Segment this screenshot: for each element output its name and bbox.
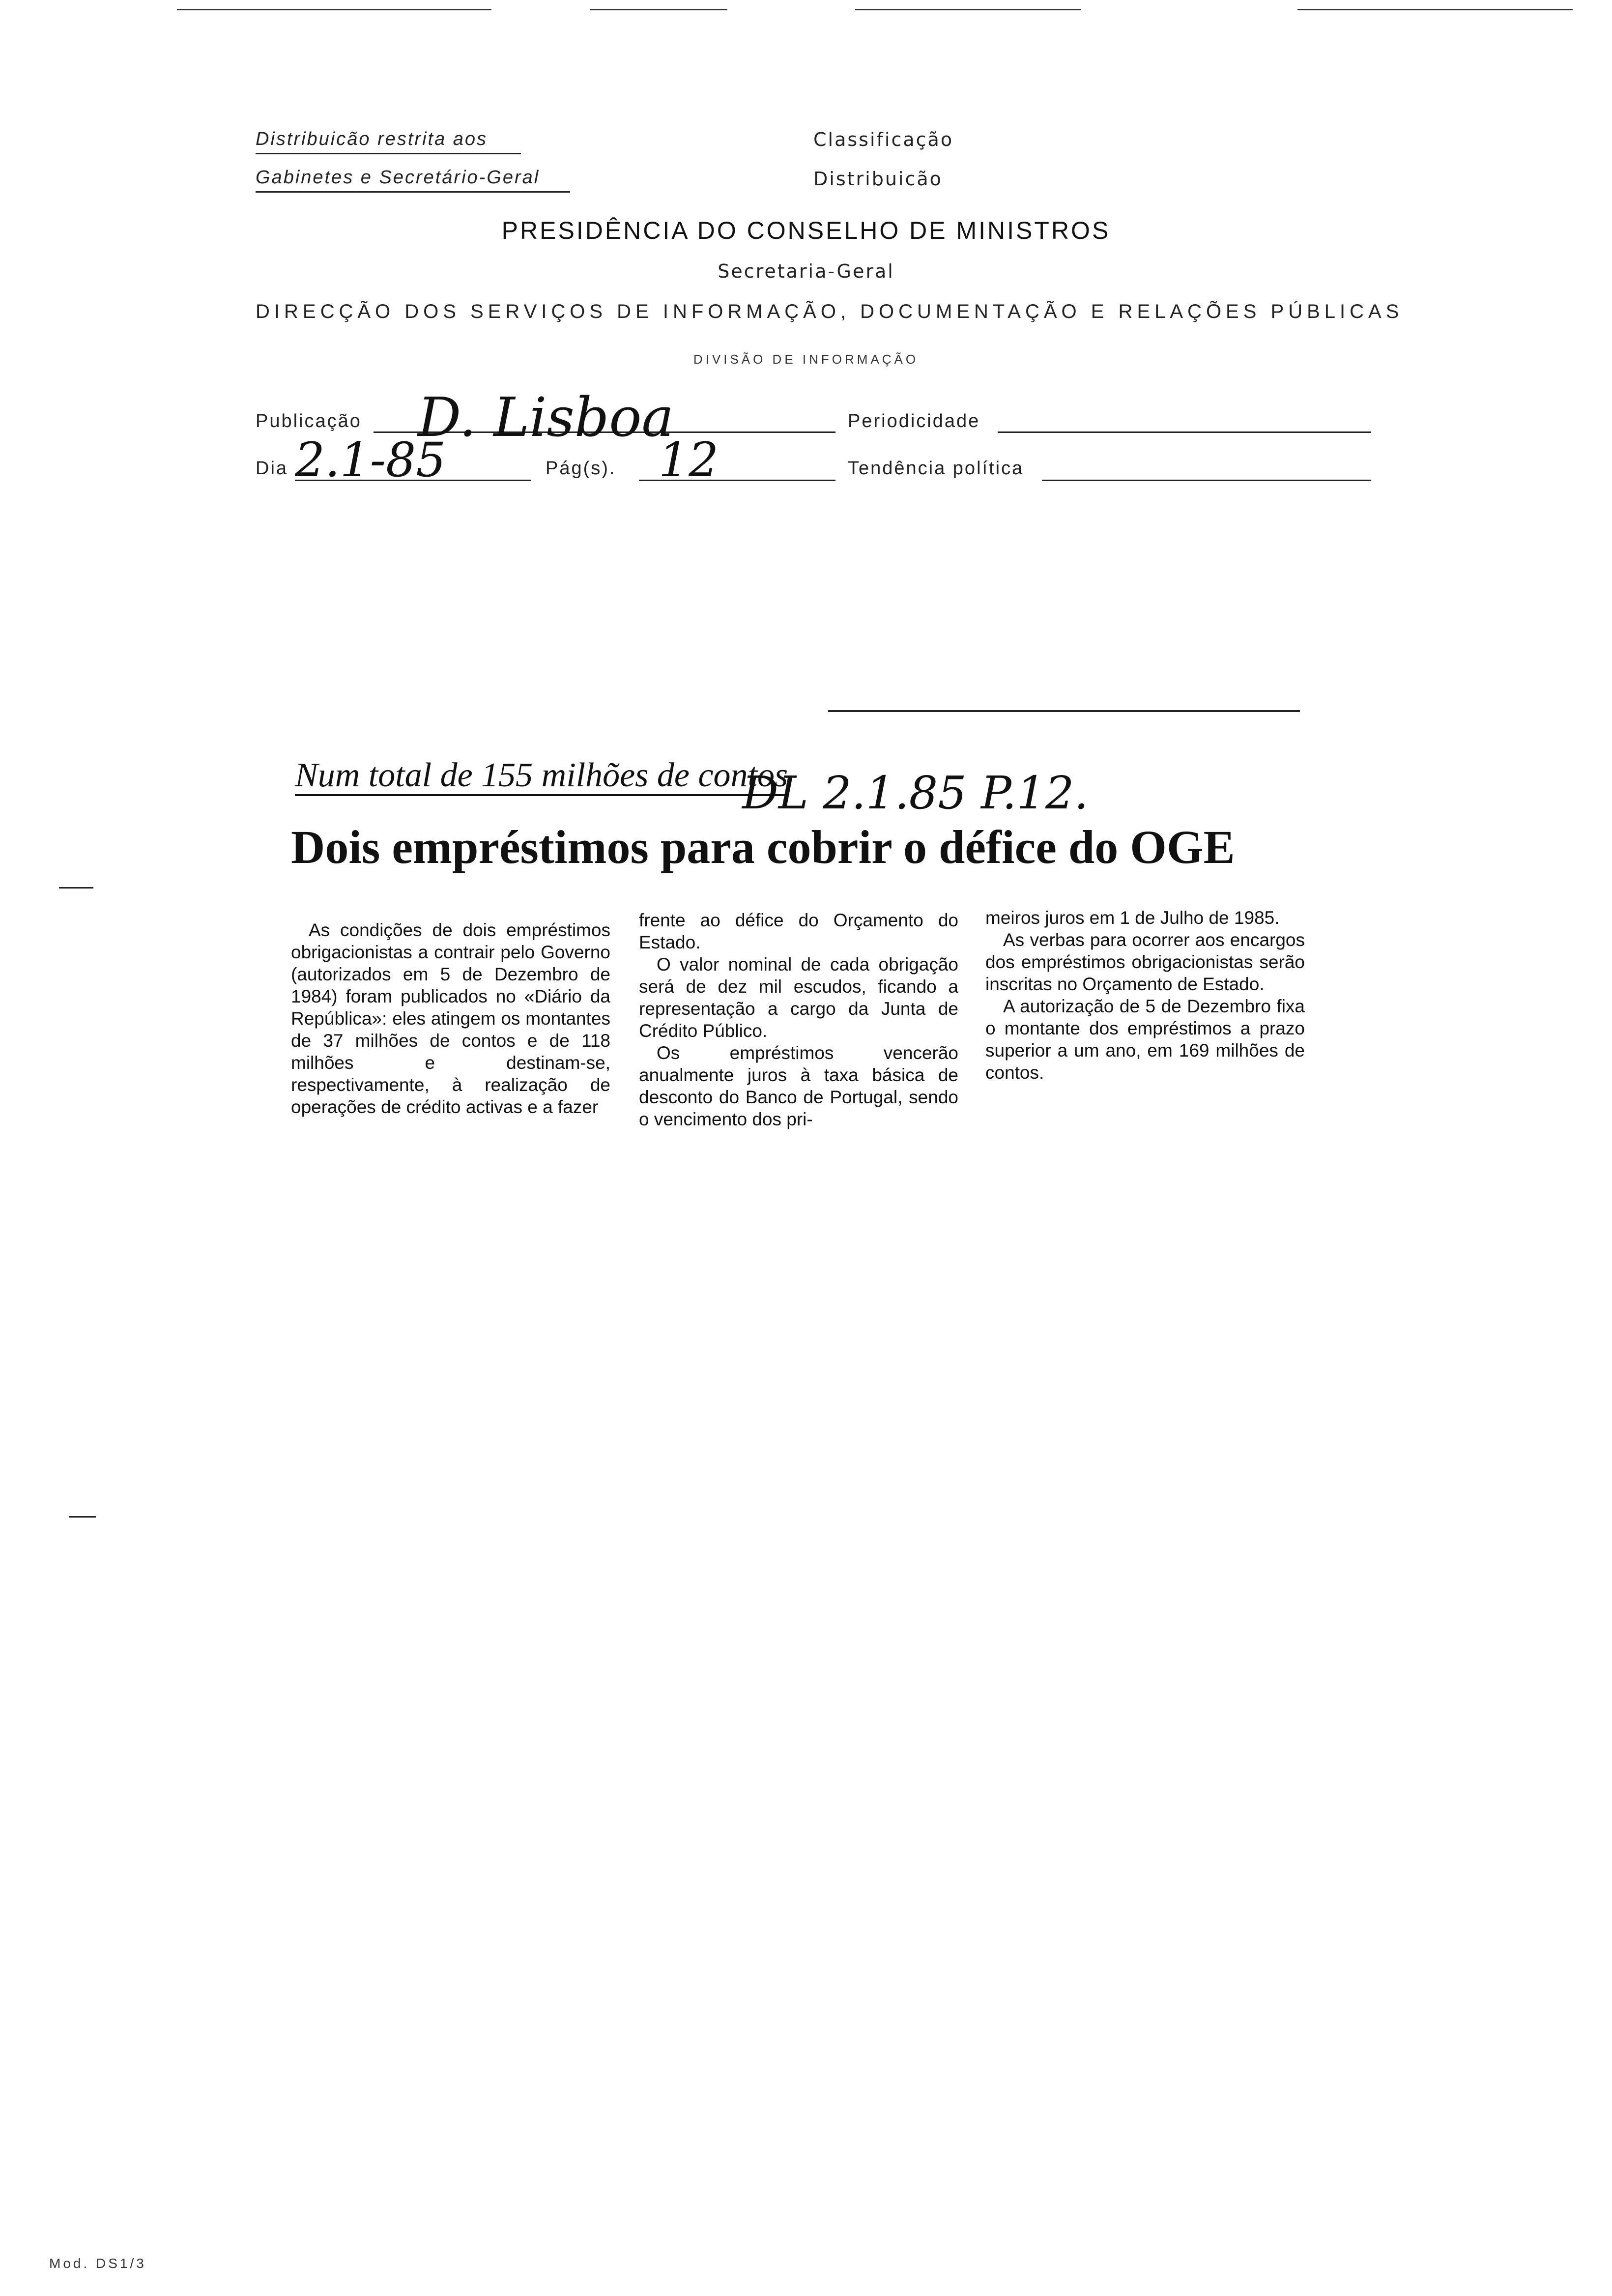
article-column-2 — [639, 909, 958, 1130]
directorate-title: DIRECÇÃO DOS SERVIÇOS DE INFORMAÇÃO, DOCUMENTAÇÃO E RELAÇÕES PÚBLICAS — [256, 301, 1404, 322]
distribution-restriction-line2: Gabinetes e Secretário-Geral — [256, 167, 570, 193]
publication-label: Publicação — [256, 411, 362, 431]
division-title: DIVISÃO DE INFORMAÇÃO — [693, 352, 919, 367]
clipping-top-rule — [828, 710, 1300, 712]
scan-line — [590, 9, 727, 10]
article-kicker — [295, 756, 788, 795]
day-value: 2.1-85 — [295, 432, 446, 488]
margin-mark — [69, 1516, 96, 1518]
periodicity-label: Periodicidade — [848, 411, 980, 431]
day-label: Dia — [256, 458, 288, 479]
pages-label: Pág(s). — [546, 458, 616, 479]
article-paragraph: O valor nominal de cada obrigação será de dez mil escudos, ficando a representação a cargo da Junta de Crédito Público. — [639, 954, 958, 1041]
handwritten-reference: DL 2.1.85 P.12. — [742, 767, 1089, 819]
pages-value: 12 — [659, 432, 719, 488]
political-tendency-line — [1042, 480, 1371, 481]
article-paragraph: As condições de dois empréstimos obrigacionistas a contrair pelo Governo (autorizados em 5 de Dezembro de 1984) foram publicados no «Diário da República»: eles atingem os montantes de 37 milhões de contos e de 118 milhões e destinam-se, respectivamente, à realização de operações de crédito activas e a fazer — [291, 920, 610, 1117]
ministry-title: PRESIDÊNCIA DO CONSELHO DE MINISTROS — [501, 217, 1111, 244]
distribution-restriction-line1: Distribuicão restrita aos — [256, 129, 521, 154]
article-kicker-text: Num total de 155 milhões de contos — [295, 756, 788, 796]
periodicity-line — [998, 431, 1371, 433]
scan-line — [1297, 9, 1573, 10]
article-paragraph: meiros juros em 1 de Julho de 1985. — [985, 908, 1280, 928]
article-paragraph: Os empréstimos vencerão anualmente juros à taxa básica de desconto do Banco de Portugal, sendo o vencimento dos pri- — [639, 1043, 958, 1129]
secretariat-title: Secretaria-Geral — [718, 260, 894, 282]
article-column-3 — [985, 907, 1305, 1084]
article-paragraph: As verbas para ocorrer aos encargos dos empréstimos obrigacionistas serão inscritas no Orçamento de Estado. — [985, 930, 1305, 994]
article-paragraph: A autorização de 5 de Dezembro fixa o montante dos empréstimos a prazo superior a um ano, em 169 milhões de contos. — [985, 996, 1305, 1083]
article-paragraph: frente ao défice do Orçamento do Estado. — [639, 910, 958, 952]
article-headline: Dois empréstimos para cobrir o défice do OGE — [291, 821, 1235, 873]
scan-line — [177, 9, 491, 10]
distribution-label: Distribuicão — [813, 168, 943, 190]
scan-line — [855, 9, 1081, 10]
publication-value: D. Lisboa — [418, 386, 674, 449]
article-column-1 — [291, 919, 610, 1118]
political-tendency-label: Tendência política — [848, 458, 1024, 479]
form-code: Mod. DS1/3 — [49, 2256, 146, 2271]
margin-mark — [59, 887, 93, 889]
classification-label: Classificação — [813, 129, 954, 150]
